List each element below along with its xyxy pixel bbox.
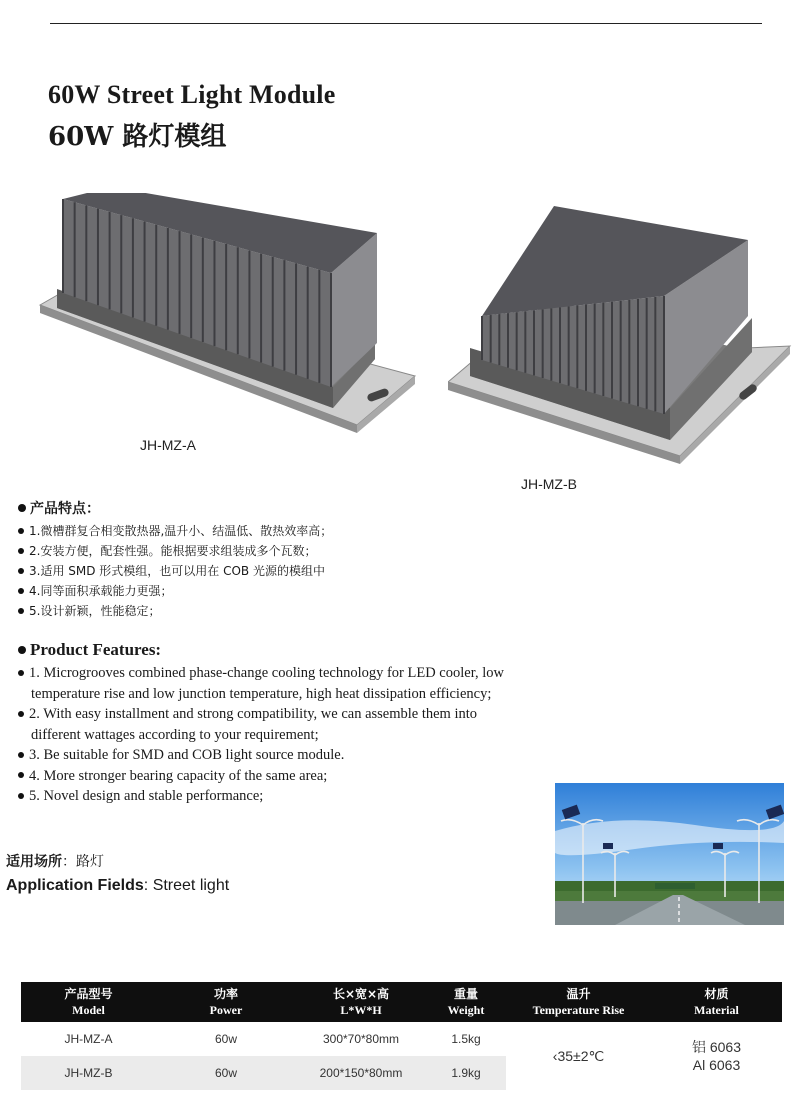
product-image-jh-mz-a	[35, 193, 420, 433]
features-en-list	[18, 663, 558, 807]
list-item: 4. More stronger bearing capacity of the same area;	[18, 766, 558, 787]
list-item: 1.微槽群复合相变散热器,温升小、结温低、散热效率高；	[18, 521, 332, 541]
bullet-icon	[18, 793, 24, 799]
street-light-photo	[555, 783, 784, 925]
features-en-heading: Product Features:	[18, 640, 161, 660]
product-image-jh-mz-b	[448, 200, 794, 466]
column-header: 重量 Weight	[426, 982, 506, 1022]
column-header: 温升 Temperature Rise	[506, 982, 651, 1022]
cell-model: JH-MZ-A	[21, 1022, 156, 1056]
table-header-row	[21, 982, 782, 1022]
cell-temperature-rise: ‹35±2℃	[506, 1022, 651, 1090]
application-en: Application Fields: Street light	[6, 877, 230, 894]
column-header: 长×宽×高 L*W*H	[296, 982, 426, 1022]
cell-model: JH-MZ-B	[21, 1056, 156, 1090]
column-header: 产品型号 Model	[21, 982, 156, 1022]
bullet-icon	[18, 772, 24, 778]
bullet-icon	[18, 752, 24, 758]
application-cn: 适用场所：路灯	[6, 854, 104, 870]
cell-weight: 1.9kg	[426, 1056, 506, 1090]
cell-power: 60w	[156, 1022, 296, 1056]
cell-weight: 1.5kg	[426, 1022, 506, 1056]
bullet-icon	[18, 670, 24, 676]
top-divider	[50, 23, 762, 24]
list-item: 5. Novel design and stable performance;	[18, 786, 558, 807]
features-cn-heading: 产品特点：	[18, 498, 100, 518]
bullet-icon	[18, 608, 24, 614]
cell-size: 300*70*80mm	[296, 1022, 426, 1056]
spec-table	[21, 982, 782, 1090]
bullet-icon	[18, 504, 26, 512]
bullet-icon	[18, 588, 24, 594]
bullet-icon	[18, 528, 24, 534]
table-row	[21, 1022, 782, 1056]
cell-size: 200*150*80mm	[296, 1056, 426, 1090]
column-header: 材质 Material	[651, 982, 782, 1022]
list-item: 5.设计新颖，性能稳定；	[18, 601, 332, 621]
features-cn-list	[18, 521, 332, 621]
bullet-icon	[18, 646, 26, 654]
page-title-en: 60W Street Light Module	[48, 80, 336, 109]
product-label-a: JH-MZ-A	[140, 437, 196, 453]
column-header: 功率 Power	[156, 982, 296, 1022]
bullet-icon	[18, 548, 24, 554]
cell-material	[651, 1022, 782, 1090]
list-item: 1. Microgrooves combined phase-change cooling technology for LED cooler, low temperature rise and low junction temperature, high heat dissipation efficiency;	[18, 663, 558, 704]
material-cn: 铝 6063	[691, 1039, 742, 1055]
list-item: 3.适用 SMD 形式模组，也可以用在 COB 光源的模组中	[18, 561, 332, 581]
list-item: 4.同等面积承载能力更强；	[18, 581, 332, 601]
material-en: Al 6063	[692, 1057, 741, 1073]
list-item: 3. Be suitable for SMD and COB light source module.	[18, 745, 558, 766]
cell-power: 60w	[156, 1056, 296, 1090]
product-label-b: JH-MZ-B	[521, 476, 577, 492]
bullet-icon	[18, 711, 24, 717]
bullet-icon	[18, 568, 24, 574]
list-item: 2. With easy installment and strong compatibility, we can assemble them into different wattages according to your requirement;	[18, 704, 558, 745]
list-item: 2.安装方便，配套性强。能根据要求组装成多个瓦数；	[18, 541, 332, 561]
page-title-cn: 60W 路灯模组	[48, 122, 227, 152]
